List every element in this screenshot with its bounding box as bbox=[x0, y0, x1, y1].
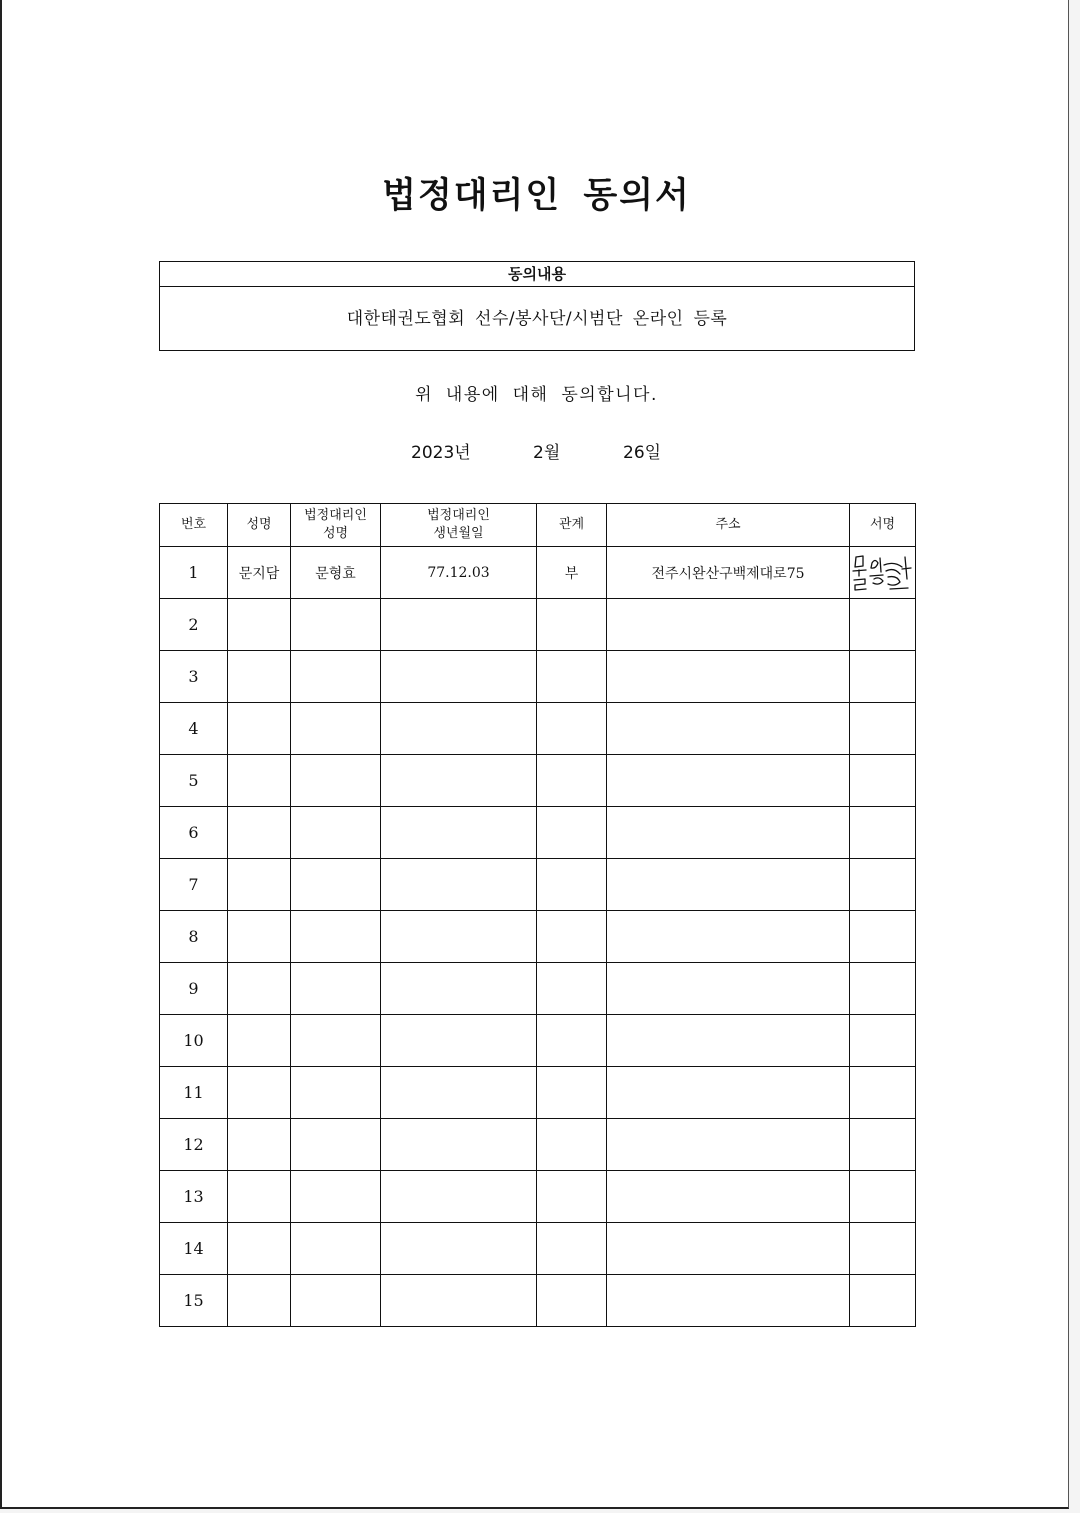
cell-signature bbox=[850, 755, 916, 807]
cell-address bbox=[607, 1275, 850, 1327]
cell-no: 11 bbox=[160, 1067, 228, 1119]
cell-guardian-birth bbox=[381, 1171, 537, 1223]
table-row bbox=[160, 755, 916, 807]
cell-signature bbox=[850, 651, 916, 703]
cell-no: 7 bbox=[160, 859, 228, 911]
header-address: 주소 bbox=[607, 504, 850, 547]
cell-name bbox=[228, 807, 291, 859]
consent-content-header: 동의내용 bbox=[160, 262, 914, 287]
cell-signature bbox=[850, 1067, 916, 1119]
cell-no: 3 bbox=[160, 651, 228, 703]
cell-guardian-birth bbox=[381, 651, 537, 703]
cell-address bbox=[607, 963, 850, 1015]
cell-signature bbox=[850, 807, 916, 859]
cell-relation bbox=[537, 599, 607, 651]
cell-no: 10 bbox=[160, 1015, 228, 1067]
cell-no: 1 bbox=[160, 547, 228, 599]
cell-no: 13 bbox=[160, 1171, 228, 1223]
cell-no: 5 bbox=[160, 755, 228, 807]
cell-signature bbox=[850, 547, 916, 599]
cell-guardian-name bbox=[291, 1015, 381, 1067]
table-row bbox=[160, 1171, 916, 1223]
cell-guardian-name bbox=[291, 1067, 381, 1119]
table-body bbox=[160, 547, 916, 1327]
cell-guardian-name bbox=[291, 1119, 381, 1171]
table-row bbox=[160, 1275, 916, 1327]
handwritten-signature bbox=[850, 549, 916, 599]
cell-signature bbox=[850, 1223, 916, 1275]
cell-name bbox=[228, 1015, 291, 1067]
cell-guardian-birth bbox=[381, 1067, 537, 1119]
cell-guardian-name bbox=[291, 1223, 381, 1275]
cell-signature bbox=[850, 1275, 916, 1327]
cell-relation bbox=[537, 1119, 607, 1171]
cell-guardian-name bbox=[291, 963, 381, 1015]
cell-guardian-birth bbox=[381, 599, 537, 651]
table-row bbox=[160, 859, 916, 911]
cell-address: 전주시완산구백제대로75 bbox=[607, 547, 850, 599]
cell-signature bbox=[850, 911, 916, 963]
page-title: 법정대리인 동의서 bbox=[382, 176, 691, 216]
cell-name bbox=[228, 1119, 291, 1171]
cell-no: 9 bbox=[160, 963, 228, 1015]
table-row bbox=[160, 1015, 916, 1067]
cell-name bbox=[228, 1067, 291, 1119]
cell-guardian-birth bbox=[381, 1223, 537, 1275]
table-row bbox=[160, 911, 916, 963]
header-guardian-birth-line2: 생년월일 bbox=[433, 526, 484, 541]
cell-no: 12 bbox=[160, 1119, 228, 1171]
cell-no: 14 bbox=[160, 1223, 228, 1275]
cell-guardian-name bbox=[291, 859, 381, 911]
cell-guardian-birth bbox=[381, 807, 537, 859]
header-no: 번호 bbox=[160, 504, 228, 547]
cell-relation bbox=[537, 1223, 607, 1275]
cell-name bbox=[228, 911, 291, 963]
cell-guardian-birth bbox=[381, 1015, 537, 1067]
cell-guardian-name: 문형효 bbox=[291, 547, 381, 599]
cell-guardian-name bbox=[291, 703, 381, 755]
cell-address bbox=[607, 1119, 850, 1171]
cell-guardian-birth bbox=[381, 703, 537, 755]
consent-content-text: 대한태권도협회 선수/봉사단/시범단 온라인 등록 bbox=[346, 309, 728, 329]
date-month: 2월 bbox=[533, 443, 561, 463]
cell-relation bbox=[537, 807, 607, 859]
cell-name bbox=[228, 651, 291, 703]
cell-guardian-name bbox=[291, 911, 381, 963]
cell-relation bbox=[537, 1067, 607, 1119]
cell-relation bbox=[537, 755, 607, 807]
header-relation: 관계 bbox=[537, 504, 607, 547]
cell-relation bbox=[537, 1171, 607, 1223]
cell-relation bbox=[537, 1275, 607, 1327]
cell-guardian-name bbox=[291, 599, 381, 651]
cell-guardian-birth: 77.12.03 bbox=[381, 547, 537, 599]
table-row bbox=[160, 963, 916, 1015]
cell-address bbox=[607, 1067, 850, 1119]
header-name: 성명 bbox=[228, 504, 291, 547]
table-row bbox=[160, 651, 916, 703]
cell-address bbox=[607, 599, 850, 651]
cell-address bbox=[607, 807, 850, 859]
cell-relation bbox=[537, 911, 607, 963]
cell-name bbox=[228, 755, 291, 807]
cell-address bbox=[607, 755, 850, 807]
table-row bbox=[160, 1119, 916, 1171]
cell-guardian-name bbox=[291, 755, 381, 807]
cell-name bbox=[228, 1171, 291, 1223]
cell-guardian-birth bbox=[381, 1119, 537, 1171]
cell-signature bbox=[850, 1171, 916, 1223]
cell-signature bbox=[850, 859, 916, 911]
cell-name: 문지담 bbox=[228, 547, 291, 599]
header-guardian-name-line1: 법정대리인 bbox=[304, 508, 367, 523]
cell-guardian-name bbox=[291, 1171, 381, 1223]
cell-guardian-birth bbox=[381, 963, 537, 1015]
cell-address bbox=[607, 1171, 850, 1223]
cell-relation bbox=[537, 651, 607, 703]
cell-name bbox=[228, 859, 291, 911]
date-day: 26일 bbox=[623, 443, 662, 463]
cell-signature bbox=[850, 1119, 916, 1171]
cell-guardian-birth bbox=[381, 911, 537, 963]
cell-relation bbox=[537, 963, 607, 1015]
cell-name bbox=[228, 599, 291, 651]
table-header-row bbox=[160, 504, 916, 547]
header-guardian-name bbox=[291, 504, 381, 547]
cell-guardian-name bbox=[291, 1275, 381, 1327]
cell-guardian-name bbox=[291, 651, 381, 703]
guardian-table bbox=[159, 503, 916, 1327]
cell-name bbox=[228, 963, 291, 1015]
cell-address bbox=[607, 1223, 850, 1275]
cell-guardian-birth bbox=[381, 859, 537, 911]
cell-signature bbox=[850, 703, 916, 755]
cell-no: 2 bbox=[160, 599, 228, 651]
cell-signature bbox=[850, 963, 916, 1015]
header-guardian-name-line2: 성명 bbox=[322, 526, 349, 541]
table-row bbox=[160, 1223, 916, 1275]
cell-no: 4 bbox=[160, 703, 228, 755]
cell-guardian-birth bbox=[381, 1275, 537, 1327]
cell-relation: 부 bbox=[537, 547, 607, 599]
cell-relation bbox=[537, 859, 607, 911]
cell-address bbox=[607, 1015, 850, 1067]
cell-name bbox=[228, 1223, 291, 1275]
cell-relation bbox=[537, 703, 607, 755]
cell-address bbox=[607, 651, 850, 703]
cell-address bbox=[607, 859, 850, 911]
cell-name bbox=[228, 703, 291, 755]
cell-guardian-birth bbox=[381, 755, 537, 807]
header-signature: 서명 bbox=[850, 504, 916, 547]
table-row bbox=[160, 599, 916, 651]
cell-relation bbox=[537, 1015, 607, 1067]
table-row bbox=[160, 547, 916, 599]
date-year: 2023년 bbox=[411, 443, 471, 463]
cell-address bbox=[607, 911, 850, 963]
header-guardian-birth-line1: 법정대리인 bbox=[427, 508, 490, 523]
header-guardian-birth bbox=[381, 504, 537, 547]
table-row bbox=[160, 703, 916, 755]
table-row bbox=[160, 1067, 916, 1119]
cell-no: 8 bbox=[160, 911, 228, 963]
cell-name bbox=[228, 1275, 291, 1327]
agreement-statement: 위 내용에 대해 동의합니다. bbox=[415, 385, 658, 405]
cell-no: 6 bbox=[160, 807, 228, 859]
table-row bbox=[160, 807, 916, 859]
cell-address bbox=[607, 703, 850, 755]
cell-signature bbox=[850, 1015, 916, 1067]
consent-content-box bbox=[159, 261, 915, 351]
cell-guardian-name bbox=[291, 807, 381, 859]
cell-no: 15 bbox=[160, 1275, 228, 1327]
cell-signature bbox=[850, 599, 916, 651]
